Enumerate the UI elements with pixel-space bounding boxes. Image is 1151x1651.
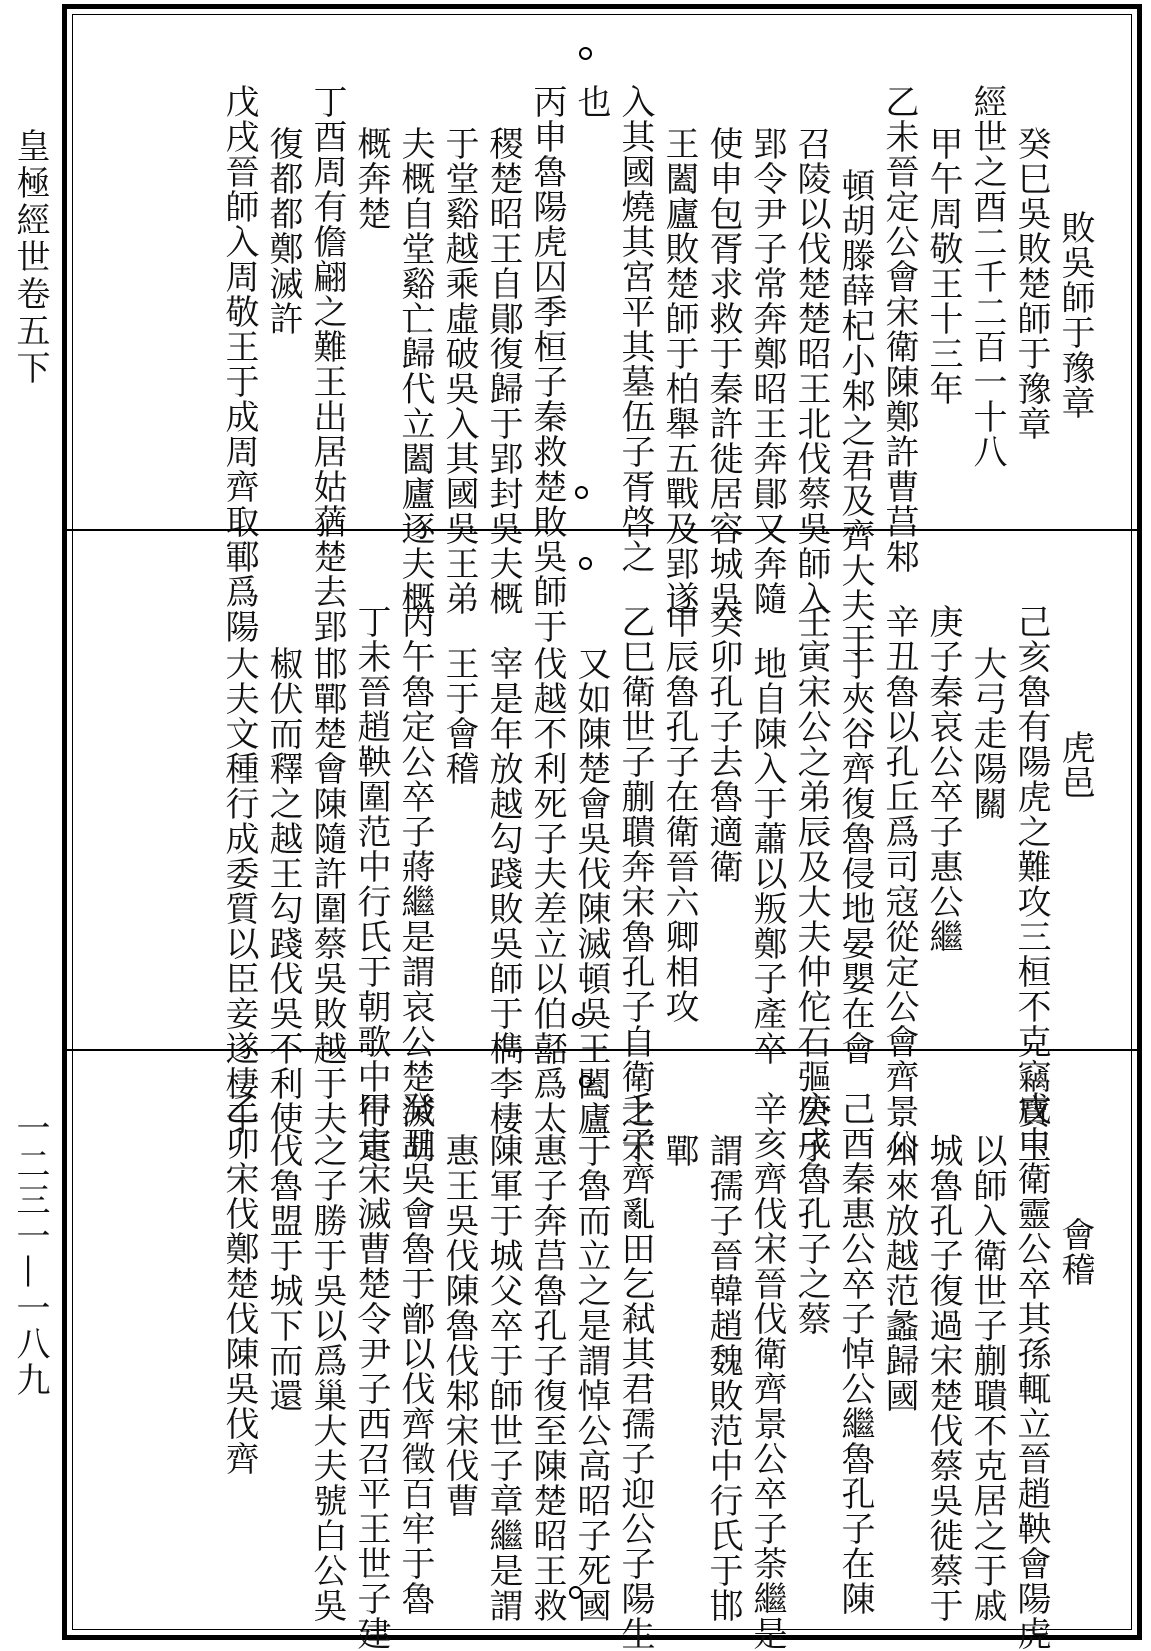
circle-mark-icon	[572, 1013, 585, 1026]
text-column: 丁未晉趙鞅圍范中行氏于朝歌中行走	[351, 604, 391, 1164]
text-column: 庚戌魯孔子之蔡	[791, 1091, 831, 1336]
text-column: 戊戌晉師入周敬王于成周齊取鄆爲陽	[219, 84, 259, 644]
page-frame	[62, 4, 1142, 1651]
text-column: 甲寅宋滅曹楚令尹子西召平王世子建	[351, 1091, 391, 1651]
text-column: 地自陳入于蕭以叛鄭子產卒	[747, 646, 787, 1066]
text-column: 惠王吳伐陳魯伐邾宋伐曹	[439, 1133, 479, 1518]
text-column: 王闔廬敗楚師于柏舉五戰及郢遂	[659, 126, 699, 616]
text-column: 會稽	[1055, 1217, 1095, 1287]
text-column: 椒伏而釋之越王勾踐伐吳不利使	[263, 646, 303, 1136]
text-column: 于魯而立之是謂悼公高昭子死國	[571, 1133, 611, 1623]
text-column: 陳軍于城父卒于師世子章繼是謂	[483, 1133, 523, 1623]
text-column: 乙未晉定公會宋衛陳鄭許曹莒邾	[879, 84, 919, 574]
text-column: 州來放越范蠡歸國	[879, 1133, 919, 1413]
panel-divider	[67, 529, 1137, 531]
text-columns	[217, 1091, 1097, 1651]
circle-mark-icon	[575, 486, 588, 499]
text-column: 以師入衛世子蒯聵不克居之于戚	[967, 1133, 1007, 1623]
text-column: 癸卯孔子去魯適衛	[703, 604, 743, 884]
text-column: 宰是年放越勾踐敗吳師于檇李棲	[483, 646, 523, 1136]
text-column: 己亥魯有陽虎之難攻三桓不克竊寶玉	[1011, 604, 1051, 1164]
text-column: 使申包胥求救于秦許徙居容城吳	[703, 126, 743, 616]
text-panel-middle	[67, 529, 1137, 1164]
text-columns	[217, 84, 1097, 658]
left-margin	[0, 0, 60, 1645]
text-column: 丙申魯陽虎囚季桓子秦救楚敗吳師于	[527, 84, 567, 644]
text-column: 郢令尹子常奔鄭昭王奔鄖又奔隨	[747, 126, 787, 616]
text-column: 己酉秦惠公卒子悼公繼魯孔子在陳	[835, 1091, 875, 1616]
book-title: 皇極經世卷五下	[10, 128, 50, 387]
panel-divider	[67, 1049, 1137, 1051]
text-column: 甲午周敬王十三年	[923, 126, 963, 406]
text-column: 經世之酉二千二百一十八	[967, 84, 1007, 469]
text-column: 城魯孔子復過宋楚伐蔡吳徙蔡于	[923, 1133, 963, 1623]
text-column: 丙午魯定公卒子蔣繼是謂哀公楚滅胡	[395, 604, 435, 1164]
text-column: 庚子秦哀公卒子惠公繼	[923, 604, 963, 954]
circle-mark-icon	[579, 47, 592, 60]
circle-mark-icon	[569, 1586, 582, 1599]
text-column: 概奔楚	[351, 126, 391, 231]
text-column: 壬寅宋公之弟辰及大夫仲佗石彄公子	[791, 604, 831, 1164]
text-column: 又如陳楚會吳伐陳滅頓吳王闔廬	[571, 646, 611, 1136]
text-column: 召陵以伐楚楚昭王北伐蔡吳師入	[791, 126, 831, 616]
text-column: 邯鄲楚會陳隨許圍蔡吳敗越于夫	[307, 646, 347, 1136]
text-column: 虎邑	[1055, 730, 1095, 800]
text-column: 之子勝于吳以爲巢大夫號白公吳	[307, 1133, 347, 1623]
text-column: 于夾谷齊復魯侵地晏嬰在會	[835, 646, 875, 1066]
text-column: 復都都鄭滅許	[263, 126, 303, 336]
circle-mark-icon	[579, 557, 592, 570]
text-column: 大弓走陽關	[967, 646, 1007, 821]
text-panel-bottom	[67, 1049, 1137, 1651]
circle-mark-icon	[579, 1075, 592, 1088]
text-column: 敗吳師于豫章	[1055, 210, 1095, 420]
text-column: 惠子奔莒魯孔子復至陳楚昭王救	[527, 1133, 567, 1623]
text-column: 戊申衛靈公卒其孫輒立晉趙鞅會陽虎	[1011, 1091, 1051, 1651]
text-columns	[217, 604, 1097, 1164]
text-column: 癸巳吳敗楚師于豫章	[1011, 126, 1051, 441]
text-column: 甲辰魯孔子在衛晉六卿相攻	[659, 604, 699, 1024]
text-column: 乙巳衛世子蒯聵奔宋魯孔子自衛之宋	[615, 604, 655, 1164]
text-column: 夫概自堂谿亡歸代立闔廬逐夫概	[395, 126, 435, 616]
text-column: 入其國燒其宮平其墓伍子胥啓之	[615, 84, 655, 574]
text-column: 頓胡滕薛杞小邾之君及齊大夫于	[835, 168, 875, 658]
text-column: 伐越不利死子夫差立以伯嚭爲太	[527, 646, 567, 1136]
text-column: 于堂谿越乘虛破吳入其國吳王弟	[439, 126, 479, 616]
text-column: 辛丑魯以孔丘爲司寇從定公會齊景公	[879, 604, 919, 1164]
text-column: 大夫文種行成委質以臣妾遂棲于	[219, 646, 259, 1136]
text-column: 乙卯宋伐鄭楚伐陳吳伐齊	[219, 1091, 259, 1476]
text-column: 伐魯盟于城下而還	[263, 1133, 303, 1413]
text-column: 癸丑吳會魯于鄫以伐齊徵百牢于魯	[395, 1091, 435, 1616]
text-column: 稷楚昭王自鄖復歸于郢封吳夫概	[483, 126, 523, 616]
text-column: 謂孺子晉韓趙魏敗范中行氏于邯	[703, 1133, 743, 1623]
text-column: 也	[571, 84, 611, 119]
text-column: 鄲	[659, 1133, 699, 1168]
text-panel-top	[67, 9, 1137, 658]
text-column: 王于會稽	[439, 646, 479, 786]
page-number: 一二三一—一八九	[10, 1110, 50, 1398]
text-column: 壬子齊亂田乞弒其君孺子迎公子陽生	[615, 1091, 655, 1651]
text-column: 丁酉周有儋翩之難王出居姑蕕楚去郢	[307, 84, 347, 644]
text-column: 辛亥齊伐宋晉伐衛齊景公卒子荼繼是	[747, 1091, 787, 1651]
